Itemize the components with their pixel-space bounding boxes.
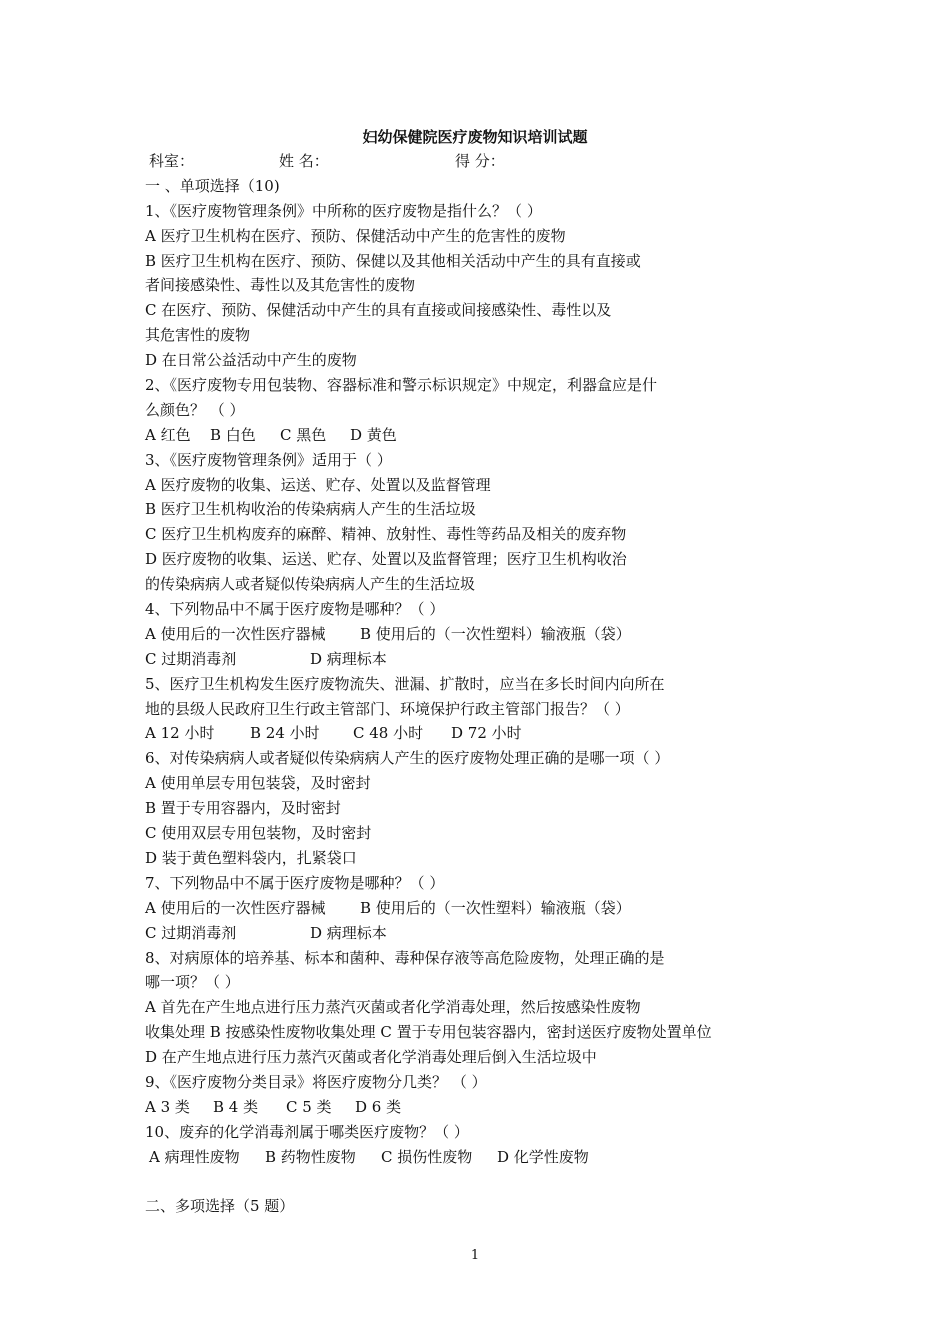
question-2-options: [145, 423, 825, 448]
question-9-option-b: B 4 类: [213, 1097, 259, 1116]
question-7-option-b: B 使用后的（一次性塑料）输液瓶（袋）: [360, 898, 631, 917]
question-5-stem: 5、医疗卫生机构发生医疗废物流失、泄漏、扩散时，应当在多长时间内向所在: [145, 674, 665, 693]
question-1-option-c: C 在医疗、预防、保健活动中产生的具有直接或间接感染性、毒性以及: [145, 301, 612, 320]
question-1-option-c-cont: 其危害性的废物: [145, 326, 251, 345]
question-10-option-c: C 损伤性废物: [381, 1147, 473, 1166]
question-7-options-row1: [145, 896, 825, 921]
question-7-option-a: A 使用后的一次性医疗器械: [145, 898, 326, 917]
question-8-option-a: A 首先在产生地点进行压力蒸汽灭菌或者化学消毒处理，然后按感染性废物: [145, 998, 641, 1017]
question-6-stem: 6、对传染病病人或者疑似传染病病人产生的医疗废物处理正确的是哪一项（ ）: [145, 749, 670, 768]
question-10-stem: 10、废弃的化学消毒剂属于哪类医疗废物？（ ）: [145, 1122, 469, 1141]
question-2-option-a: A 红色: [145, 425, 191, 444]
score-label: 得 分：: [455, 152, 505, 170]
question-3-stem: 3、《医疗废物管理条例》适用于（ ）: [145, 450, 392, 469]
question-4-option-d: D 病理标本: [310, 649, 387, 668]
question-10-option-d: D 化学性废物: [497, 1147, 589, 1166]
question-6-option-a: A 使用单层专用包装袋，及时密封: [145, 774, 371, 793]
document-body: [145, 149, 825, 1219]
question-5-option-c: C 48 小时: [353, 724, 424, 743]
question-5-option-d: D 72 小时: [451, 724, 522, 743]
question-7-option-c: C 过期消毒剂: [145, 923, 237, 942]
dept-label: 科室：: [149, 152, 195, 170]
question-4-options-row2: [145, 647, 825, 672]
question-10-options: [145, 1145, 825, 1170]
question-4-options-row1: [145, 622, 825, 647]
spacer: [145, 1170, 825, 1195]
question-7-option-d: D 病理标本: [310, 923, 387, 942]
question-4-option-c: C 过期消毒剂: [145, 649, 237, 668]
question-1-option-b: B 医疗卫生机构在医疗、预防、保健以及其他相关活动中产生的具有直接或: [145, 251, 641, 270]
page-number: 1: [470, 1248, 480, 1263]
question-5-stem-cont: 地的县级人民政府卫生行政主管部门、环境保护行政主管部门报告？（ ）: [145, 699, 630, 718]
question-9-options: [145, 1095, 825, 1120]
question-5-options: [145, 721, 825, 746]
question-9-option-a: A 3 类: [145, 1097, 190, 1116]
question-5-option-a: A 12 小时: [145, 724, 215, 743]
question-4-stem: 4、下列物品中不属于医疗废物是哪种？（ ）: [145, 600, 445, 619]
header-fields-row: [145, 149, 825, 174]
question-3-option-d: D 医疗废物的收集、运送、贮存、处置以及监督管理；医疗卫生机构收治: [145, 550, 627, 569]
question-2-option-c: C 黑色: [280, 425, 327, 444]
question-4-option-a: A 使用后的一次性医疗器械: [145, 624, 326, 643]
question-7-stem: 7、下列物品中不属于医疗废物是哪种？（ ）: [145, 873, 445, 892]
question-1-option-a: A 医疗卫生机构在医疗、预防、保健活动中产生的危害性的废物: [145, 226, 566, 245]
question-6-option-c: C 使用双层专用包装物，及时密封: [145, 824, 372, 843]
question-6-option-d: D 装于黄色塑料袋内，扎紧袋口: [145, 848, 357, 867]
question-3-option-a: A 医疗废物的收集、运送、贮存、处置以及监督管理: [145, 475, 491, 494]
section-1-heading: 一 、单项选择（10): [145, 176, 280, 195]
question-5-option-b: B 24 小时: [250, 724, 320, 743]
question-2-option-b: B 白色: [210, 425, 256, 444]
question-8-stem: 8、对病原体的培养基、标本和菌种、毒种保存液等高危险废物，处理正确的是: [145, 948, 665, 967]
question-2-option-d: D 黄色: [350, 425, 397, 444]
name-label: 姓 名：: [279, 152, 329, 170]
document-title: 妇幼保健院医疗废物知识培训试题: [362, 128, 588, 146]
section-2-heading: 二、多项选择（5 题）: [145, 1197, 295, 1216]
question-2-stem-cont: 么颜色？ （ ）: [145, 400, 245, 419]
question-3-option-c: C 医疗卫生机构废弃的麻醉、精神、放射性、毒性等药品及相关的废弃物: [145, 525, 627, 544]
question-6-option-b: B 置于专用容器内，及时密封: [145, 799, 341, 818]
question-10-option-a: A 病理性废物: [149, 1147, 240, 1166]
question-3-option-b: B 医疗卫生机构收治的传染病病人产生的生活垃圾: [145, 500, 476, 519]
question-10-option-b: B 药物性废物: [265, 1147, 356, 1166]
question-4-option-b: B 使用后的（一次性塑料）输液瓶（袋）: [360, 624, 631, 643]
question-1-option-d: D 在日常公益活动中产生的废物: [145, 351, 357, 370]
question-3-option-d-cont: 的传染病病人或者疑似传染病病人产生的生活垃圾: [145, 575, 476, 594]
question-8-option-d: D 在产生地点进行压力蒸汽灭菌或者化学消毒处理后倒入生活垃圾中: [145, 1048, 597, 1067]
question-2-stem: 2、《医疗废物专用包装物、容器标准和警示标识规定》中规定，利器盒应是什: [145, 376, 658, 395]
question-9-stem: 9、《医疗废物分类目录》将医疗废物分几类？ （ ）: [145, 1072, 487, 1091]
question-1-option-b-cont: 者间接感染性、毒性以及其危害性的废物: [145, 276, 416, 295]
question-1-stem: 1、《医疗废物管理条例》中所称的医疗废物是指什么？（ ）: [145, 201, 542, 220]
question-9-option-d: D 6 类: [355, 1097, 402, 1116]
question-8-options-mixed: 收集处理 B 按感染性废物收集处理 C 置于专用包装容器内，密封送医疗废物处置单位: [145, 1023, 712, 1042]
question-9-option-c: C 5 类: [286, 1097, 332, 1116]
question-8-stem-cont: 哪一项？（ ）: [145, 973, 240, 992]
question-7-options-row2: [145, 921, 825, 946]
